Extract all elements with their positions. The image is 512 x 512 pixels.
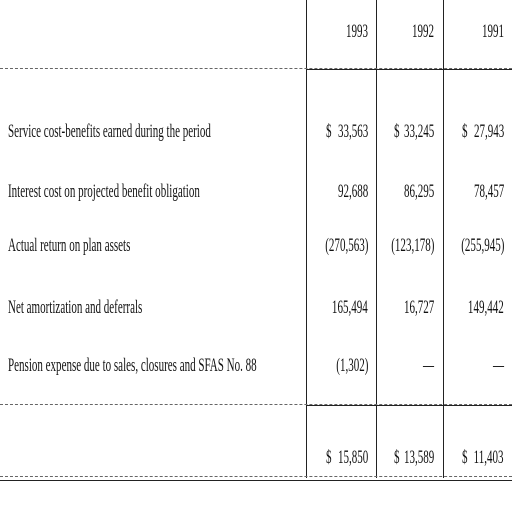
value-1991: 27,943 xyxy=(473,121,504,142)
value-1993: 92,688 xyxy=(337,181,368,202)
total-1993: 15,850 xyxy=(337,447,368,468)
header-1991: 1991 xyxy=(481,21,504,42)
value-1991: 149,442 xyxy=(468,297,504,318)
currency-symbol: $ xyxy=(394,121,400,142)
header-1993: 1993 xyxy=(345,21,368,42)
currency-symbol: $ xyxy=(394,447,400,468)
currency-symbol: $ xyxy=(326,121,332,142)
value-1992: — xyxy=(422,355,434,376)
column-divider-label xyxy=(306,0,307,478)
currency-symbol: $ xyxy=(326,447,332,468)
value-1991: 78,457 xyxy=(473,181,504,202)
value-1992: (123,178) xyxy=(390,235,434,256)
value-1992: 33,245 xyxy=(403,121,434,142)
value-1992: 16,727 xyxy=(403,297,434,318)
row-label: Pension expense due to sales, closures and SFAS No. 88 xyxy=(8,355,257,376)
value-1992: 86,295 xyxy=(403,181,434,202)
row-label: Service cost-benefits earned during the period xyxy=(8,121,211,142)
row-label: Actual return on plan assets xyxy=(8,235,131,256)
column-divider-1993 xyxy=(376,0,377,478)
value-1991: (255,945) xyxy=(460,235,504,256)
row-label: Interest cost on projected benefit obligation xyxy=(8,181,200,202)
total-1991: 11,403 xyxy=(474,447,504,468)
header-rule-solid xyxy=(306,69,512,70)
row-label: Net amortization and deferrals xyxy=(8,297,143,318)
value-1993: 165,494 xyxy=(332,297,368,318)
value-1993: 33,563 xyxy=(337,121,368,142)
value-1993: (270,563) xyxy=(324,235,368,256)
column-divider-1992 xyxy=(443,0,444,478)
subtotal-rule-solid xyxy=(306,405,512,406)
total-rule-1 xyxy=(0,476,512,477)
currency-symbol: $ xyxy=(462,121,468,142)
value-1991: — xyxy=(492,355,504,376)
currency-symbol: $ xyxy=(462,447,468,468)
header-1992: 1992 xyxy=(411,21,434,42)
total-1992: 13,589 xyxy=(403,447,434,468)
total-rule-2 xyxy=(0,480,512,481)
value-1993: (1,302) xyxy=(335,355,368,376)
